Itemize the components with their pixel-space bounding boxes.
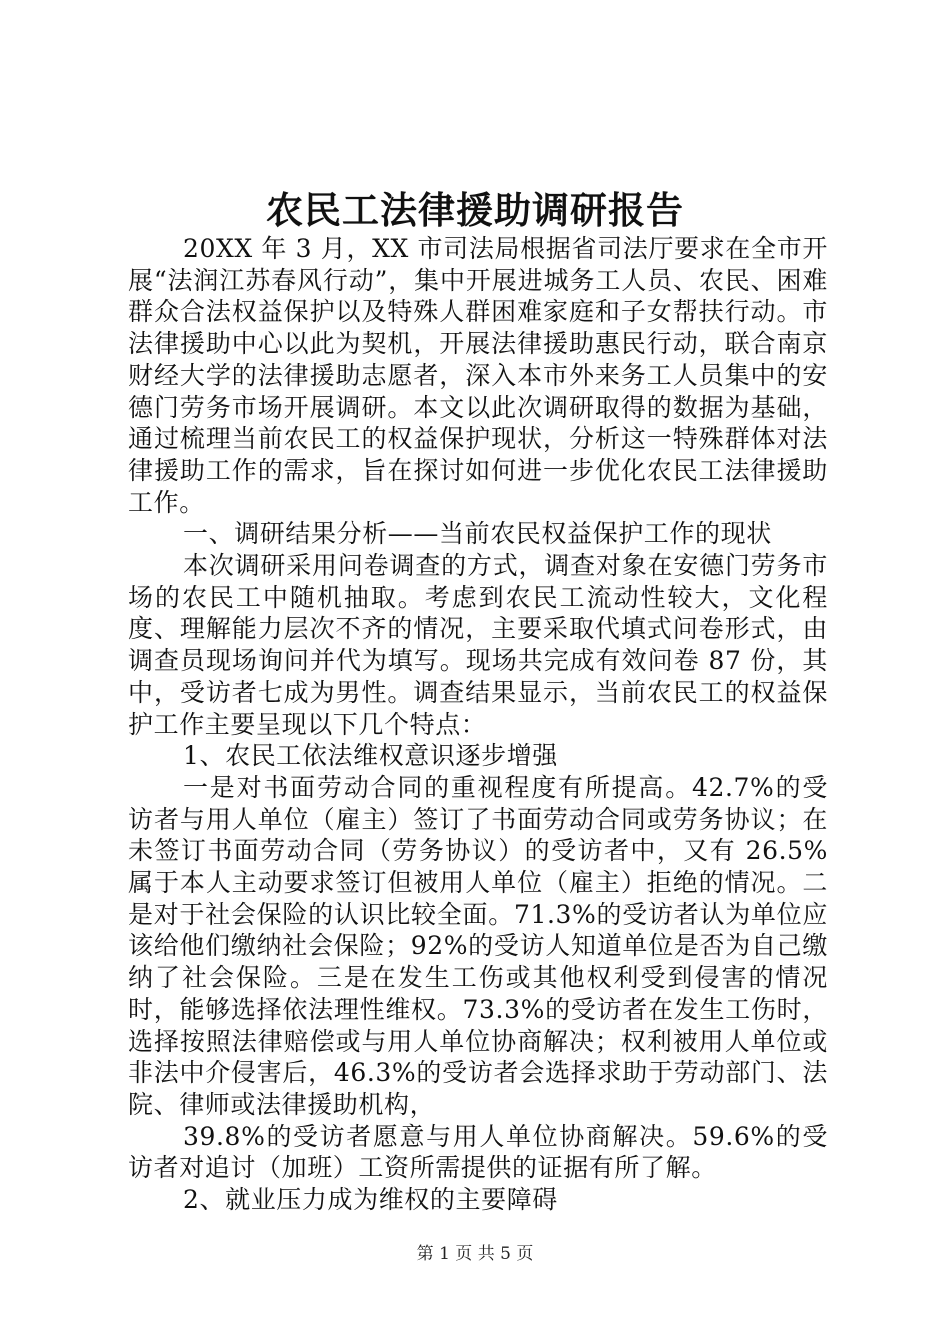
subheading-1: 1、农民工依法维权意识逐步增强 xyxy=(183,741,558,771)
paragraph-findings: 一是对书面劳动合同的重视程度有所提高。42.7%的受访者与用人单位（雇主）签订了书面劳动合同或劳务协议；在未签订书面劳动合同（劳务协议）的受访者中，又有 26.5%属于本人主动要求签订但被用人单位（雇主）拒绝的情况。二是对于社会保险的认识比较全面。71.3%的受访者认为单位应该给他们缴纳社会保险；92%的受访人知道单位是否为自己缴纳了社会保险。三是在发生工伤或其他权利受到侵害的情况时，能够选择依法理性维权。73.3%的受访者在发生工伤时，选择按照法律赔偿或与用人单位协商解决；权利被用人单位或非法中介侵害后，46.3%的受访者会选择求助于劳动部门、法院、律师或法律援助机构， xyxy=(128,772,828,1119)
page-footer: 第 1 页 共 5 页 xyxy=(416,1244,534,1264)
section-heading-1: 一、调研结果分析——当前农民权益保护工作的现状 xyxy=(183,519,772,549)
paragraph-survey-method: 本次调研采用问卷调查的方式，调查对象在安德门劳务市场的农民工中随机抽取。考虑到农民工流动性较大，文化程度、理解能力层次不齐的情况，主要采取代填式问卷形式，由调查员现场询问并代为填写。现场共完成有效问卷 87 份，其中，受访者七成为男性。调查结果显示，当前农民工的权益保护工作主要呈现以下几个特点： xyxy=(128,551,828,739)
paragraph-findings-cont: 39.8%的受访者愿意与用人单位协商解决。59.6%的受访者对追讨（加班）工资所需提供的证据有所了解。 xyxy=(128,1121,828,1183)
subheading-2: 2、就业压力成为维权的主要障碍 xyxy=(183,1185,558,1215)
document-body xyxy=(128,233,828,1216)
paragraph-intro: 20XX 年 3 月，XX 市司法局根据省司法厅要求在全市开展“法润江苏春风行动”，集中开展进城务工人员、农民、困难群众合法权益保护以及特殊人群困难家庭和子女帮扶行动。市法律援助中心以此为契机，开展法律援助惠民行动，联合南京财经大学的法律援助志愿者，深入本市外来务工人员集中的安德门劳务市场开展调研。本文以此次调研取得的数据为基础，通过梳理当前农民工的权益保护现状，分析这一特殊群体对法律援助工作的需求，旨在探讨如何进一步优化农民工法律援助工作。 xyxy=(128,234,828,517)
document-title: 农民工法律援助调研报告 xyxy=(266,188,684,232)
